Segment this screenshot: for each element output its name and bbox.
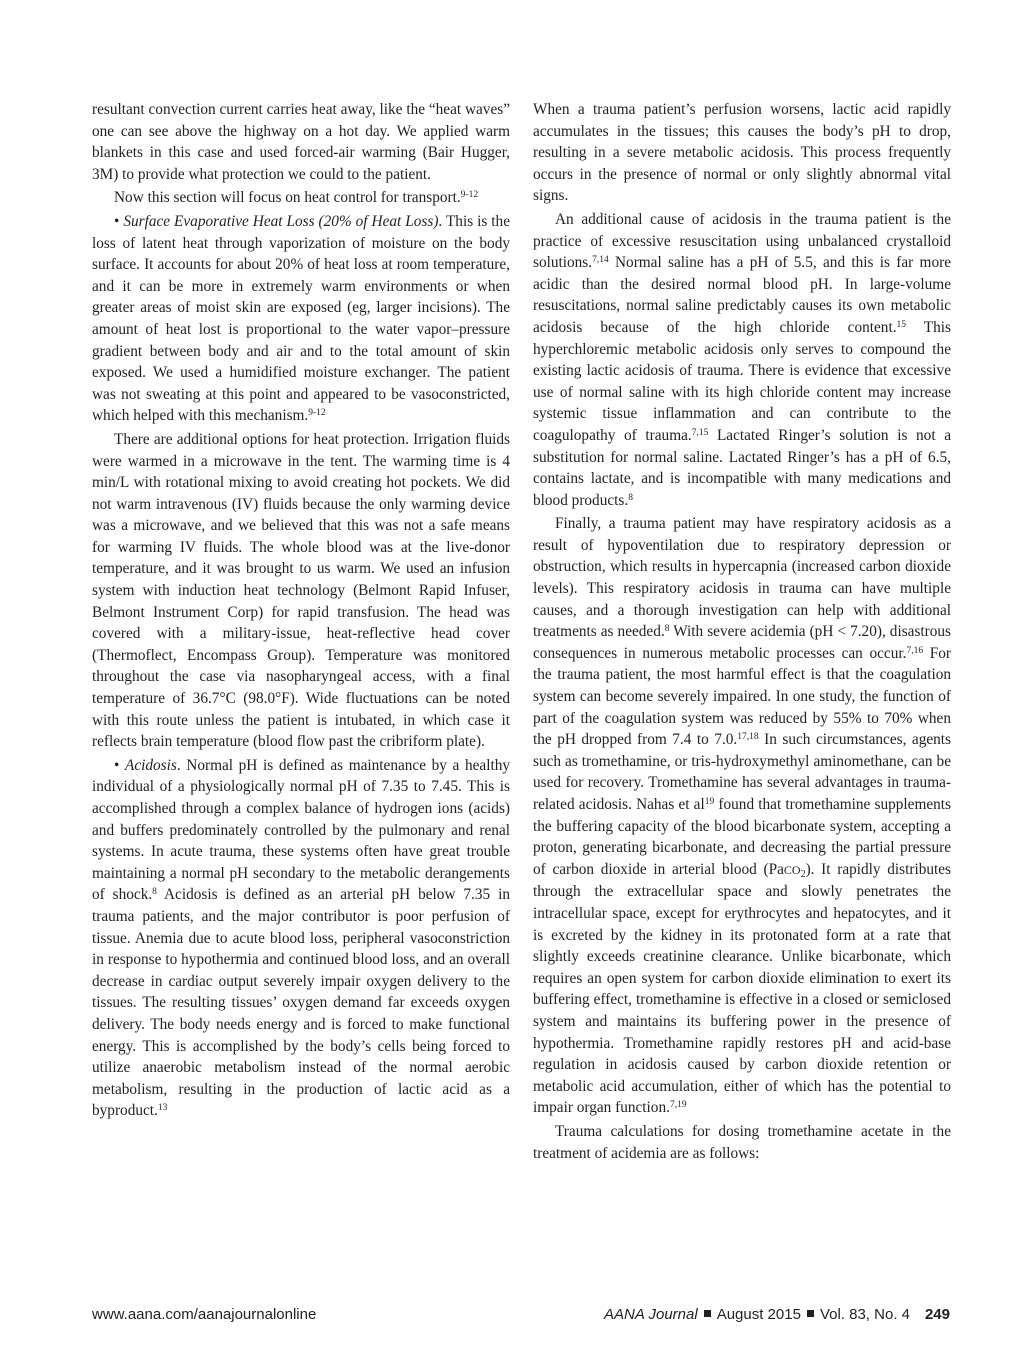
paragraph-text: With severe acidemia (pH < 7.20), disastrous consequences in numerous metabolic processes can occur.	[533, 623, 951, 662]
right-column	[533, 99, 951, 1164]
paragraph-text: There are additional options for heat protection. Irrigation fluids were warmed in a microwave in the tent. The warming time is 4 min/L with rotational mixing to avoid creating hot pockets. We did not warm intravenous (IV) fluids because the only warming device was a microwave, and we believed that this was not a safe means for warming IV fluids. The whole blood was at the live-donor temperature, and it was brought to us warm. We used an infusion system with induction heat technology (Belmont Rapid Infuser, Belmont Instrument Corp) for rapid transfusion. The head was covered with a military-issue, heat-reflective head cover (Thermoflect, Encompass Group). Temperature was monitored throughout the case via nasopharyngeal access, with a final temperature of 36.7°C (98.0°F). Wide fluctuations can be noted with this route unless the patient is intubated, in which case it reflects brain temperature (blood flow past the cribriform plate).	[92, 430, 510, 751]
paragraph-text: Now this section will focus on heat control for transport.	[114, 189, 461, 207]
paragraph-text: Normal saline has a pH of 5.5, and this is far more acidic than the desired normal blood pH. In large-volume resuscitations, normal saline predictably causes its own metabolic acidosis because of the high chloride content.	[533, 254, 951, 336]
bullet-heading: Surface Evaporative Heat Loss (20% of Heat Loss)	[123, 212, 439, 230]
citation-ref: 8	[664, 624, 670, 635]
paragraph	[533, 1121, 951, 1164]
bullet-heading: Acidosis	[125, 756, 177, 774]
paragraph	[533, 99, 951, 207]
page-footer	[92, 1306, 950, 1326]
paragraph	[92, 187, 510, 209]
citation-ref: 19	[704, 797, 715, 807]
paragraph-text: ). It rapidly distributes through the extracellular space and slowly penetrates the intracellular space, except for erythrocytes and hepatocytes, and it is excreted by the kidney in its protonated form at a rate that slightly exceeds creatinine clearance. Unlike bicarbonate, which requires an open system for carbon dioxide elimination to exert its buffering effect, tromethamine is effective in a closed or semiclosed system and maintains its buffering power in the presence of hypothermia. Tromethamine rapidly restores pH and acid-base regulation in acidosis caused by carbon dioxide retention or metabolic acid accumulation, either of which has the potential to impair organ function.	[533, 860, 951, 1117]
paragraph-text: Acidosis is defined as an arterial pH below 7.35 in trauma patients, and the major contributor is poor perfusion of tissue. Anemia due to acute blood loss, peripheral vasoconstriction in response to hypothermia and continued blood loss, and an overall decrease in cardiac output severely impair oxygen delivery to the tissues. The resulting tissues’ oxygen demand far exceeds oxygen delivery. The body needs energy and is forced to make functional energy. This is accomplished by the body’s cells being forced to utilize anaerobic metabolism instead of the normal aerobic metabolism, resulting in the production of lactic acid as a byproduct.	[92, 886, 510, 1120]
paragraph-text: Lactated Ringer’s solution is not a substitution for normal saline. Lactated Ringer’s has a pH of 6.5, contains lactate, and is incompatible with many medications and blood products.	[533, 426, 951, 509]
citation-ref: 7,16	[906, 645, 924, 656]
citation-ref: 8	[152, 887, 157, 898]
bullet-paragraph	[92, 755, 510, 1122]
paragraph-text: resultant convection current carries heat away, like the “heat waves” one can see above the highway on a hot day. We applied warm blankets in this case and used forced-air warming (Bair Hugger, 3M) to provide what protection we could to the patient.	[92, 101, 510, 183]
bullet-icon: •	[114, 212, 120, 230]
paco2-smallcaps: CO	[783, 862, 801, 877]
page-number: 249	[924, 1306, 950, 1323]
citation-ref: 7,14	[592, 255, 609, 266]
journal-citation	[604, 1306, 910, 1323]
journal-name: AANA Journal	[604, 1306, 698, 1323]
paragraph	[533, 513, 951, 1119]
left-column	[92, 99, 510, 1122]
paragraph	[92, 99, 510, 185]
paragraph-text: An additional cause of acidosis in the trauma patient is the practice of excessive resuscitation using unbalanced crystalloid solutions.	[533, 210, 951, 272]
square-bullet-icon	[807, 1310, 814, 1317]
citation-ref: 9-12	[308, 408, 326, 419]
paragraph-text: found that tromethamine supplements the buffering capacity of the blood bicarbonate system, accepting a proton, generating bicarbonate, and decreasing the partial pressure of carbon dioxide in arterial blood (Pa	[533, 796, 951, 878]
citation-ref: 9-12	[460, 190, 479, 201]
issue-date: August 2015	[716, 1306, 801, 1323]
citation-ref: 13	[157, 1103, 168, 1114]
paragraph-text: Finally, a trauma patient may have respiratory acidosis as a result of hypoventilation due to respiratory depression or obstruction, which results in hypercapnia (increased carbon dioxide levels). This respiratory acidosis in trauma can have multiple causes, and a thorough investigation can help with additional treatments as needed.	[533, 515, 951, 641]
paragraph-text: For the trauma patient, the most harmful effect is that the coagulation system can become severely impaired. In one study, the function of part of the coagulation system was reduced by 55% to 70% when the pH dropped from 7.4 to 7.0.	[533, 644, 951, 749]
paragraph	[533, 209, 951, 511]
paragraph-text: This hyperchloremic metabolic acidosis only serves to compound the existing lactic acidosis of trauma. There is evidence that excessive use of normal saline with its high chloride content may increase systemic tissue inflammation and can contribute to the coagulopathy of trauma.	[533, 318, 951, 444]
paragraph-text: . This is the loss of latent heat through vaporization of moisture on the body surface. It accounts for about 20% of heat loss at room temperature, and it can be more in extremely warm environments or when greater areas of moist skin are exposed (eg, larger incisions). The amount of heat lost is proportional to the water vapor–pressure gradient between body and air and to the total amount of skin exposed. We used a humidified moisture exchanger. The patient was not sweating at this point and appeared to be vasoconstricted, which helped with this mechanism.	[92, 212, 510, 425]
citation-ref: 15	[896, 319, 907, 330]
journal-url[interactable]: www.aana.com/aanajournalonline	[92, 1306, 317, 1323]
volume-issue: Vol. 83, No. 4	[819, 1306, 910, 1323]
citation-ref: 7,19	[669, 1100, 687, 1111]
citation-ref: 7,15	[691, 427, 709, 438]
square-bullet-icon	[704, 1310, 711, 1317]
paragraph-text: When a trauma patient’s perfusion worsens, lactic acid rapidly accumulates in the tissues; this causes the body’s pH to drop, resulting in a severe metabolic acidosis. This process frequently occurs in the presence of normal or only slightly abnormal vital signs.	[533, 101, 951, 205]
bullet-paragraph	[92, 211, 510, 427]
bullet-icon: •	[114, 756, 120, 774]
citation-ref: 8	[628, 492, 633, 503]
citation-ref: 17,18	[737, 732, 759, 743]
paragraph-text: In such circumstances, agents such as tromethamine, or tris-hydroxymethyl aminomethane, can be used for recovery. Tromethamine has several advantages in trauma-related acidosis. Nahas et al	[533, 731, 952, 813]
paragraph	[92, 429, 510, 753]
paragraph-text: Trauma calculations for dosing tromethamine acetate in the treatment of acidemia are as follows:	[533, 1122, 951, 1162]
paragraph-text: . Normal pH is defined as maintenance by a healthy individual of a physiologically normal pH of 7.35 to 7.45. This is accomplished through a complex balance of hydrogen ions (acids) and buffers predominately controlled by the pulmonary and renal systems. In acute trauma, these systems often have great trouble maintaining a normal pH secondary to the metabolic derangements of shock.	[92, 756, 510, 904]
paco2-subscript: 2	[800, 868, 806, 880]
